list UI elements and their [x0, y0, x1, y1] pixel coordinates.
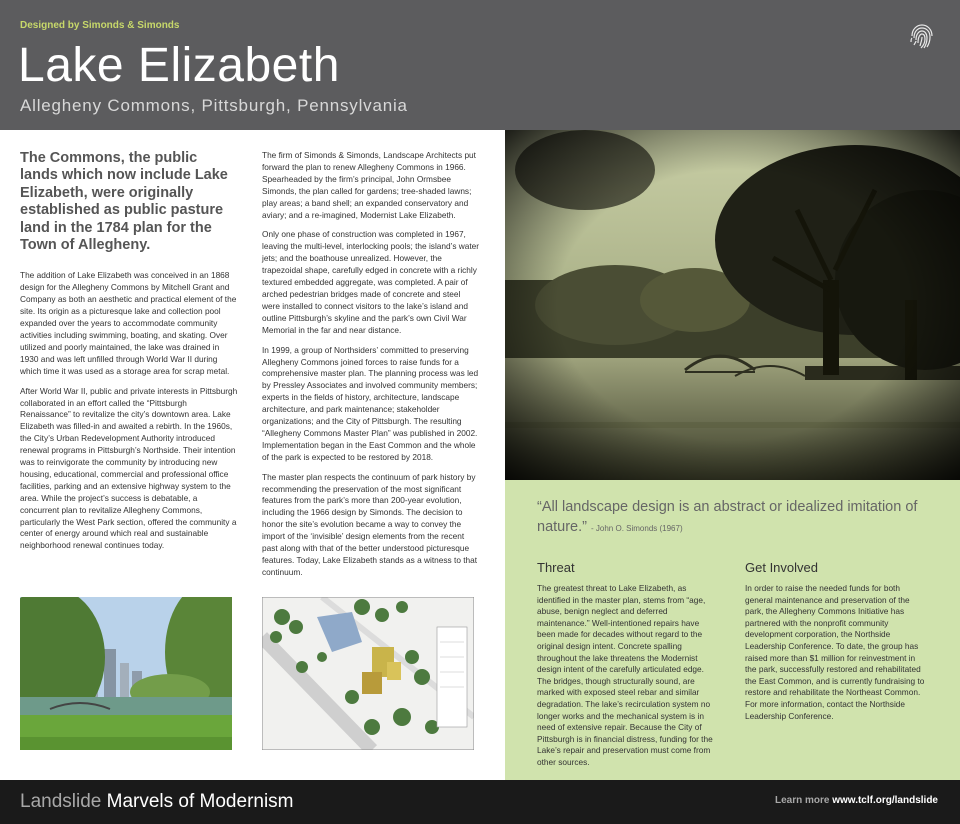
brand-rest: Marvels of Modernism	[106, 791, 294, 812]
threat-heading: Threat	[537, 560, 575, 575]
involved-text: In order to raise the needed funds for both general maintenance and preservation of the park, the Allegheny Commons Initiative has partnered with the nonprofit community development corporation, the Northside Leadership Conference. To date, the group has raised more than $1 million for reinvestment in the park, successfully restored and rehabilitated the East Common, and is currently fundraising to restore and rehabilitate the Northeast Common. For more information, contact the Northside Leadership Conference.	[745, 583, 925, 721]
page-footer	[0, 780, 960, 824]
body-paragraph: The master plan respects the continuum of park history by recommending the preservation of the most significant features from the park’s more than 200-year evolution, including the 1966 design by Simonds. The decision to honor the site’s evolution became a way to convey the import of the ‘invisible’ design elements from the recent past along with that of the better understood picturesque features. Today, Lake Elizabeth stands as a witness to that continuum.	[262, 471, 478, 577]
body-paragraph: After World War II, public and private interests in Pittsburgh collaborated in an effort called the “Pittsburgh Renaissance” to revitalize the city’s downtown area. Lake Elizabeth was filled-in and awaited a rebirth. In the 1960s, the City’s Urban Redevelopment Authority introduced renewal programs in Pittsburgh’s Northside. Their intention was to reinvigorate the community by introducing new housing, educational, commercial and professional office facilities, parking and an extensive highway system to the area. While the project’s success is debatable, a concurrent plan to revitalize Allegheny Commons, particularly the West Park section, offered the community a center of energy around which real and sustainable neighborhood renewal continues today.	[20, 385, 238, 551]
threat-text: The greatest threat to Lake Elizabeth, as identified in the master plan, stems from “age, abuse, benign neglect and deferred maintenance.” Well-intentioned repairs have been made for decades without regard to the original design intent. Concrete spalling throughout the lake threatens the Modernist design intent of the carefully articulated edge. The bridges, though structurally sound, are marked with exposed steel rebar and similar degradation. The lake’s recirculation system no longer works and the mechanical system is in need of extensive repair. Because the City of Pittsburgh is in financial distress, funding for the Lake’s repair and preservation must come from other sources.	[537, 583, 713, 767]
body-paragraph: Only one phase of construction was completed in 1967, leaving the multi-level, interlocking pools; the island’s water jets; and the boathouse unrealized. However, the trapezoidal shape, carefully edged in concrete with a richly textured embedded aggregate, was completed. A pair of arched pedestrian bridges made of concrete and steel were installed to connect visitors to the lake’s island and outline Pittsburgh’s skyline and the park’s own Civil War Memorial in the far and near distance.	[262, 229, 480, 335]
designed-by: Designed by Simonds & Simonds	[20, 20, 180, 31]
body-paragraph: The addition of Lake Elizabeth was conceived in an 1868 design for the Allegheny Commons by Mitchell Grant and Company as both an aesthetic and practical element of the site. Its origin as a picturesque lake and collection pool expanded over the years to accommodate community activities including swimming, boating, and skating. Over utilized and poorly maintained, the lake was drained in 1930 and was left unfilled through World War II during which time it was used as a storage area for scrap metal.	[20, 270, 237, 376]
page-title: Lake Elizabeth	[18, 39, 340, 92]
lake-photo	[505, 130, 960, 480]
quote-attribution: - John O. Simonds (1967)	[591, 524, 683, 533]
park-photo	[20, 597, 232, 750]
brand-word: Landslide	[20, 791, 102, 812]
body-paragraph: In 1999, a group of Northsiders’ committed to preserving Allegheny Commons joined forces to raise funds for a comprehensive master plan. The planning process was led by Pressley Associates and involved community members; experts in the fields of history, architecture, landscape architecture, and park maintenance; stakeholder organizations; and the City of Pittsburgh. The resulting “Allegheny Commons Master Plan” was published in 2002. Implementation began in the East Common and the whole of the park is expected to be restored by 2018.	[262, 344, 479, 462]
page-header	[0, 0, 960, 130]
quote-text: “All landscape design is an abstract or idealized imitation of nature.”	[537, 499, 918, 535]
quote-block	[537, 497, 947, 539]
body-paragraph: The firm of Simonds & Simonds, Landscape Architects put forward the plan to renew Allegheny Commons in 1966. Spearheaded by the firm’s principal, John Ormsbee Simonds, the plan called for gardens; tree-shaded lawns; play areas; a band shell; an expanded conservatory and aviary; and a re-imagined, Modernist Lake Elizabeth.	[262, 150, 476, 220]
involved-heading: Get Involved	[745, 560, 818, 575]
lead-paragraph: The Commons, the public lands which now include Lake Elizabeth, were originally established as public pasture land in the 1784 plan for the Town of Allegheny.	[20, 150, 228, 254]
middle-column	[262, 150, 480, 587]
fingerprint-icon	[906, 20, 938, 52]
footer-url[interactable]: www.tclf.org/landslide	[832, 795, 938, 806]
intro-column	[20, 150, 238, 560]
footer-brand	[20, 791, 294, 813]
learn-more-label: Learn more	[774, 795, 830, 806]
page-subtitle: Allegheny Commons, Pittsburgh, Pennsylvania	[20, 96, 408, 115]
learn-more[interactable]	[775, 795, 938, 806]
site-plan-drawing	[262, 597, 474, 750]
